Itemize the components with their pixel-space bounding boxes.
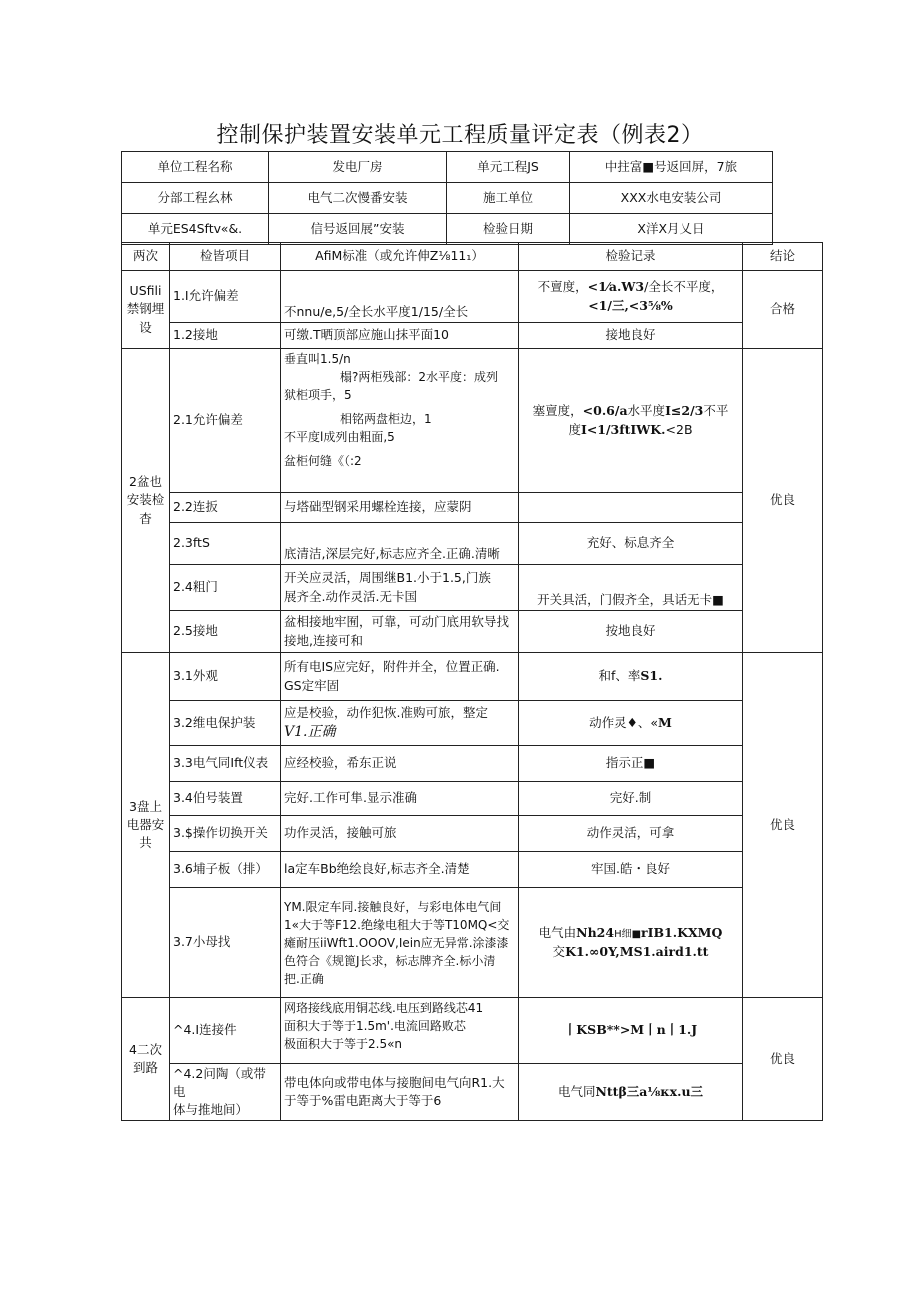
table-row (122, 816, 823, 852)
record-text: 丨KSB**>M丨n丨1.J (519, 998, 743, 1064)
table-row (122, 746, 823, 782)
standard-line: 榻?两柜残部：2水平度：成列 (340, 370, 499, 384)
standard-line: GS定牢固 (284, 677, 340, 693)
label-unit-project: 单位工程名称 (122, 152, 269, 183)
standard-text (281, 349, 519, 493)
value-division-project: 电气二次慢番安装 (269, 183, 447, 214)
standard-text: la定车Bb绝绘良好,标志齐全.清楚 (281, 852, 519, 888)
standard-line: 狱柜项手，5 (284, 388, 352, 402)
record-part: H细■ (614, 929, 642, 941)
item-name: 3.3电气同Ift仪表 (170, 746, 281, 782)
record-part: M (658, 714, 672, 730)
label-inspection-date: 检验日期 (447, 214, 570, 245)
record-part: 电气同 (557, 1084, 596, 1100)
table-row (122, 349, 823, 493)
standard-line: 瘫耐压iiWft1.OOOV,Iein应无异常.涂漆漆 (284, 935, 509, 950)
item-name: 2.5接地 (170, 611, 281, 653)
record-part: 不亶度， (537, 279, 588, 295)
group-verdict: 合格 (743, 271, 823, 349)
standard-text (281, 888, 519, 998)
item-name: 2.1允许偏差 (170, 349, 281, 493)
table-row (122, 653, 823, 701)
table-row (122, 1064, 823, 1121)
item-name: 2.2连扳 (170, 493, 281, 523)
label-division-project: 分部工程幺林 (122, 183, 269, 214)
item-line: 体与推地间） (173, 1102, 249, 1118)
standard-line: 相铭两盘柜边，1 (340, 412, 432, 426)
item-name: ^4.I连接件 (170, 998, 281, 1064)
record-part: <1⁄a.W3 (587, 279, 645, 295)
item-name (170, 1064, 281, 1121)
record-part: 电气由 (538, 925, 577, 941)
record-part: 不平 (703, 403, 729, 419)
item-name: 2.4粗门 (170, 565, 281, 611)
item-name: 3.7小母找 (170, 888, 281, 998)
record-text: 指示正■ (519, 746, 743, 782)
record-part: /全长不平度， (644, 279, 724, 295)
inspection-table (121, 242, 823, 1121)
group-name: USfili禁钢埋设 (122, 271, 170, 349)
record-text (519, 271, 743, 323)
table-row (122, 782, 823, 816)
record-part: Nttβ三a⅛κx.u三 (595, 1084, 704, 1100)
standard-text: 功作灵活，接触可旅 (281, 816, 519, 852)
table-row (122, 998, 823, 1064)
item-name: 1.2接地 (170, 323, 281, 349)
record-part: 塞亶度， (532, 403, 583, 419)
item-name: 3.$操作切换开关 (170, 816, 281, 852)
standard-line: 盆相接地牢囿，可靠，可动门底用软导找 (284, 614, 510, 630)
standard-line: 所有电IS应完好，附件并全，位置正确. (284, 659, 500, 675)
group-verdict: 优良 (743, 998, 823, 1121)
table-row (122, 701, 823, 746)
record-part: 水平度 (627, 403, 666, 419)
value-element-name: 信号返回展”安装 (269, 214, 447, 245)
item-name: 1.I允许偏差 (170, 271, 281, 323)
record-text: 充好、标息齐全 (519, 523, 743, 565)
group-name: 3盘上电器安共 (122, 653, 170, 998)
item-name: 3.4伯号装置 (170, 782, 281, 816)
standard-text: 与塔础型钢采用螺栓连接，应蒙阴 (281, 493, 519, 523)
label-element-name: 单元ES4Sftv«&. (122, 214, 269, 245)
item-name: 3.6埔子板（排） (170, 852, 281, 888)
col-header-record: 检验记录 (519, 243, 743, 271)
table-row (122, 852, 823, 888)
group-verdict: 优良 (743, 653, 823, 998)
label-construction-unit: 施工单位 (447, 183, 570, 214)
table-row (122, 493, 823, 523)
record-part: <1/三,<3⅝% (588, 297, 673, 313)
record-part: S1. (640, 668, 663, 684)
value-inspection-date: X洋X月乂日 (570, 214, 773, 245)
standard-text: 不nnu/e,5/全长水平度1/15/全长 (281, 271, 519, 323)
record-part: 交 (552, 943, 566, 959)
item-name: 3.1外观 (170, 653, 281, 701)
header-row (122, 214, 773, 245)
record-part: 度 (568, 421, 581, 437)
header-row (122, 183, 773, 214)
table-row (122, 323, 823, 349)
standard-line: 不平度l成列由粗面,5 (284, 430, 395, 444)
value-unit-project: 发电厂房 (269, 152, 447, 183)
column-header-row (122, 243, 823, 271)
record-part: 动作灵♦、« (589, 714, 658, 730)
record-part: <2B (665, 421, 693, 437)
record-text: 开关具活，门假齐全，具话无卡■ (519, 565, 743, 611)
standard-text (281, 701, 519, 746)
table-row (122, 888, 823, 998)
standard-text (281, 998, 519, 1064)
standard-line: YM.限定车同.接触良好，与彩电体电气间 (284, 899, 502, 914)
label-element-project: 单元工程JS (447, 152, 570, 183)
col-header-result: 结论 (743, 243, 823, 271)
record-part: Nh24 (576, 925, 615, 941)
table-row (122, 523, 823, 565)
record-text: 动作灵活，可拿 (519, 816, 743, 852)
standard-line: 垂直叫1.5/n (284, 352, 351, 366)
standard-text (281, 653, 519, 701)
table-row (122, 565, 823, 611)
item-line: ^4.2问陶（或带电 (173, 1066, 266, 1100)
group-name: 4二次到路 (122, 998, 170, 1121)
page-title: 控制保护装置安装单元工程质量评定表（例表2） (216, 123, 704, 148)
record-text: 完好.制 (519, 782, 743, 816)
item-name: 3.2维电保护装 (170, 701, 281, 746)
standard-line: 极面积大于等于2.5«n (284, 1037, 403, 1049)
col-header-item: 检皆项目 (170, 243, 281, 271)
standard-line: V1.正确 (284, 723, 336, 740)
standard-text: 完好.工作可隼.显示准确 (281, 782, 519, 816)
table-row (122, 271, 823, 323)
standard-line: 接地,连接可和 (284, 632, 363, 648)
standard-text (281, 565, 519, 611)
group-verdict: 优良 (743, 349, 823, 653)
standard-text (281, 1064, 519, 1121)
record-text (519, 493, 743, 523)
header-row (122, 152, 773, 183)
standard-line: 带电体向或带电体与接胞间电气向R1.大 (284, 1075, 505, 1091)
record-text (519, 888, 743, 998)
standard-line: 面积大于等于1.5m'.电流回路败芯 (284, 1019, 466, 1033)
record-part: <0.6/a (582, 403, 628, 419)
standard-line: 1«大于等F12.绝缘电租大于等T10MQ<交 (284, 917, 510, 932)
header-table (121, 151, 773, 245)
standard-line: 展齐全.动作灵活.无卡国 (284, 588, 417, 604)
table-row (122, 611, 823, 653)
group-name: 2盆也安装检杳 (122, 349, 170, 653)
value-construction-unit: XXX水电安装公司 (570, 183, 773, 214)
standard-text: 可缴.T晒顶部应施山抹平面10 (281, 323, 519, 349)
standard-line: 开关应灵活，周围继B1.小于1.5,门族 (284, 570, 491, 586)
standard-line: 色符合《规篦J长求，标志牌齐全.标小清 (284, 953, 496, 968)
standard-text (281, 611, 519, 653)
col-header-category: 两次 (122, 243, 170, 271)
standard-line: 于等于%雷电距离大于等于6 (284, 1093, 442, 1109)
value-element-project: 中拄富■号返回屏，7旅 (570, 152, 773, 183)
record-text (519, 349, 743, 493)
record-text: 按地良好 (519, 611, 743, 653)
record-part: I<1/3ftIWK. (580, 421, 666, 437)
standard-text: 底清洁,深层完好,标志应齐全.正确.清晰 (281, 523, 519, 565)
col-header-standard: AfiM标准（或允许伸Z⅛11₁） (281, 243, 519, 271)
standard-line: 盆柜何缝《（:2 (284, 454, 362, 468)
record-part: 和f、率 (598, 668, 641, 684)
standard-line: 网珞接线底用铜芯线.电压到路线芯41 (284, 1001, 484, 1015)
standard-text: 应经校验，希东正说 (281, 746, 519, 782)
record-text: 牢国.皓・良好 (519, 852, 743, 888)
record-part: I≤2/3 (665, 403, 704, 419)
record-text (519, 1064, 743, 1121)
record-text (519, 701, 743, 746)
record-part: rIB1.KXMQ (641, 925, 723, 941)
standard-line: 把.正确 (284, 971, 324, 986)
record-text (519, 653, 743, 701)
standard-line: 应是校验，动作犯恢.准购可旅，整定 (284, 704, 488, 720)
item-name: 2.3ftS (170, 523, 281, 565)
record-part: K1.∞0Y,MS1.aird1.tt (565, 943, 709, 959)
record-text: 接地良好 (519, 323, 743, 349)
